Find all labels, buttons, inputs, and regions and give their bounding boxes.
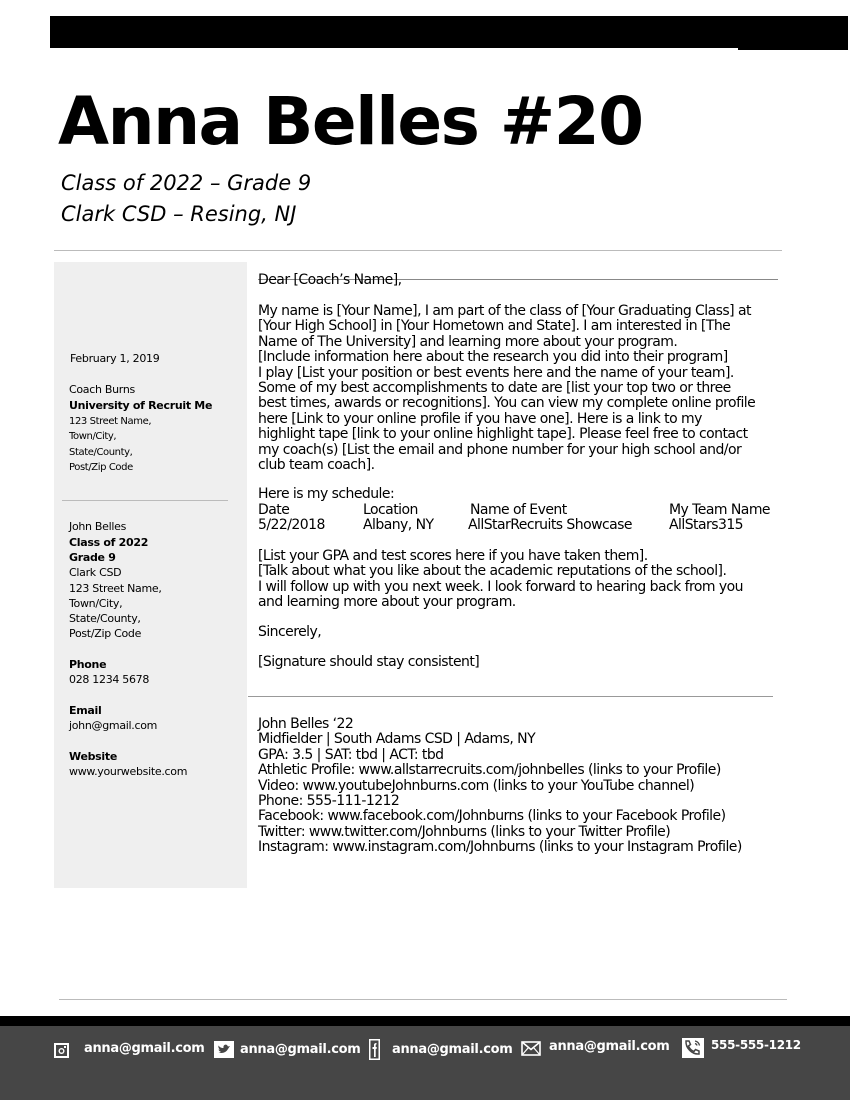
top-bar-notch (738, 46, 848, 50)
schedule-header-event: Name of Event (470, 502, 567, 518)
letter-body-line: Name of The University] and learning more about your program. (258, 333, 678, 350)
schedule-header-row (258, 503, 788, 518)
closing-line: I will follow up with you next week. I look forward to hearing back from you (258, 578, 743, 595)
letter-body-line: My name is [Your Name], I am part of the class of [Your Graduating Class] at (258, 303, 751, 319)
sender-name: John Belles (69, 520, 127, 533)
phone-value: 028 1234 5678 (69, 673, 150, 686)
signature-scores: GPA: 3.5 | SAT: tbd | ACT: tbd (258, 746, 444, 763)
closing-line: and learning more about your program. (258, 594, 516, 611)
signature-instagram[interactable]: Instagram: www.instagram.com/Johnburns (links to your Instagram Profile) (258, 839, 742, 856)
sender-state: State/County, (69, 612, 141, 625)
signature-twitter[interactable]: Twitter: www.twitter.com/Johnburns (links to your Twitter Profile) (258, 823, 671, 840)
letter-closing-body (258, 549, 788, 611)
letter-body-line: Some of my best accomplishments to date are [list your top two or three (258, 379, 731, 396)
letter-body (258, 304, 788, 473)
letter-body-line: club team coach]. (258, 456, 375, 473)
signature-position: Midfielder | South Adams CSD | Adams, NY (258, 731, 536, 748)
letter-date: February 1, 2019 (70, 352, 160, 365)
recipient-town: Town/City, (69, 431, 117, 442)
website-value[interactable]: www.yourwebsite.com (69, 765, 188, 778)
header-divider (54, 250, 782, 251)
school-location-line: Clark CSD – Resing, NJ (61, 202, 297, 226)
signature-facebook[interactable]: Facebook: www.facebook.com/Johnburns (links to your Facebook Profile) (258, 808, 726, 825)
footer-email[interactable]: anna@gmail.com (549, 1039, 670, 1054)
letter-signoff: Sincerely, (258, 624, 322, 640)
email-value[interactable]: john@gmail.com (69, 719, 158, 732)
top-bar (50, 16, 848, 48)
schedule-location: Albany, NY (363, 517, 434, 534)
envelope-icon (521, 1041, 541, 1061)
footer-instagram[interactable]: anna@gmail.com (84, 1041, 205, 1056)
schedule-table (258, 503, 788, 534)
letter-body-line: [Include information here about the research you did into their program] (258, 349, 728, 366)
phone-label: Phone (69, 658, 107, 671)
schedule-row (258, 518, 788, 533)
athlete-name-title: Anna Belles #20 (58, 83, 643, 160)
sender-grade: Grade 9 (69, 551, 116, 564)
recipient-street: 123 Street Name, (69, 416, 152, 427)
facebook-icon (369, 1039, 380, 1065)
sidebar-divider (62, 500, 228, 501)
sender-postcode: Post/Zip Code (69, 627, 142, 640)
phone-icon (682, 1038, 704, 1063)
sender-class: Class of 2022 (69, 536, 149, 549)
signature-video[interactable]: Video: www.youtubeJohnburns.com (links to your YouTube channel) (258, 777, 695, 794)
signature-block (258, 717, 788, 856)
footer-facebook[interactable]: anna@gmail.com (392, 1042, 513, 1057)
schedule-header-team: My Team Name (669, 502, 770, 518)
footer-phone[interactable]: 555-555-1212 (711, 1038, 801, 1052)
footer-twitter[interactable]: anna@gmail.com (240, 1042, 361, 1057)
sender-school: Clark CSD (69, 566, 122, 579)
letter-body-line: my coach(s) [List the email and phone number for your high school and/or (258, 441, 742, 458)
footer-divider (59, 999, 787, 1000)
schedule-date: 5/22/2018 (258, 517, 325, 534)
recipient-postcode: Post/Zip Code (69, 462, 133, 473)
signature-divider (248, 696, 773, 697)
letter-body-line: here [Link to your online profile if you have one]. Here is a link to my (258, 410, 702, 427)
recipient-state: State/County, (69, 447, 133, 458)
sender-town: Town/City, (69, 597, 123, 610)
recipient-university: University of Recruit Me (69, 399, 213, 412)
schedule-event: AllStarRecruits Showcase (468, 517, 632, 534)
schedule-header-location: Location (363, 502, 418, 518)
letter-body-line: [Your High School] in [Your Hometown and State]. I am interested in [The (258, 318, 731, 335)
signature-phone: Phone: 555-111-1212 (258, 792, 400, 809)
recipient-coach: Coach Burns (69, 383, 135, 396)
email-label: Email (69, 704, 102, 717)
class-grade-line: Class of 2022 – Grade 9 (61, 171, 312, 195)
website-label: Website (69, 750, 118, 763)
letter-body-line: best times, awards or recognitions]. You can view my complete online profile (258, 395, 756, 412)
signature-name: John Belles ‘22 (258, 716, 354, 732)
schedule-team: AllStars315 (669, 517, 744, 534)
footer-top-bar (0, 1016, 850, 1026)
closing-line: [Talk about what you like about the academic reputations of the school]. (258, 563, 727, 580)
twitter-icon (214, 1041, 234, 1063)
letter-body-line: highlight tape [link to your online highlight tape]. Please feel free to contact (258, 426, 748, 443)
schedule-header-date: Date (258, 502, 290, 518)
sender-street: 123 Street Name, (69, 582, 162, 595)
signature-note: [Signature should stay consistent] (258, 654, 480, 670)
letter-body-line: I play [List your position or best events here and the name of your team]. (258, 364, 734, 381)
closing-line: [List your GPA and test scores here if you have taken them]. (258, 548, 648, 564)
instagram-icon (53, 1042, 70, 1064)
signature-athletic-profile[interactable]: Athletic Profile: www.allstarrecruits.com/johnbelles (links to your Profile) (258, 762, 721, 779)
schedule-intro: Here is my schedule: (258, 486, 395, 502)
letter-salutation: Dear [Coach’s Name], (258, 272, 402, 288)
